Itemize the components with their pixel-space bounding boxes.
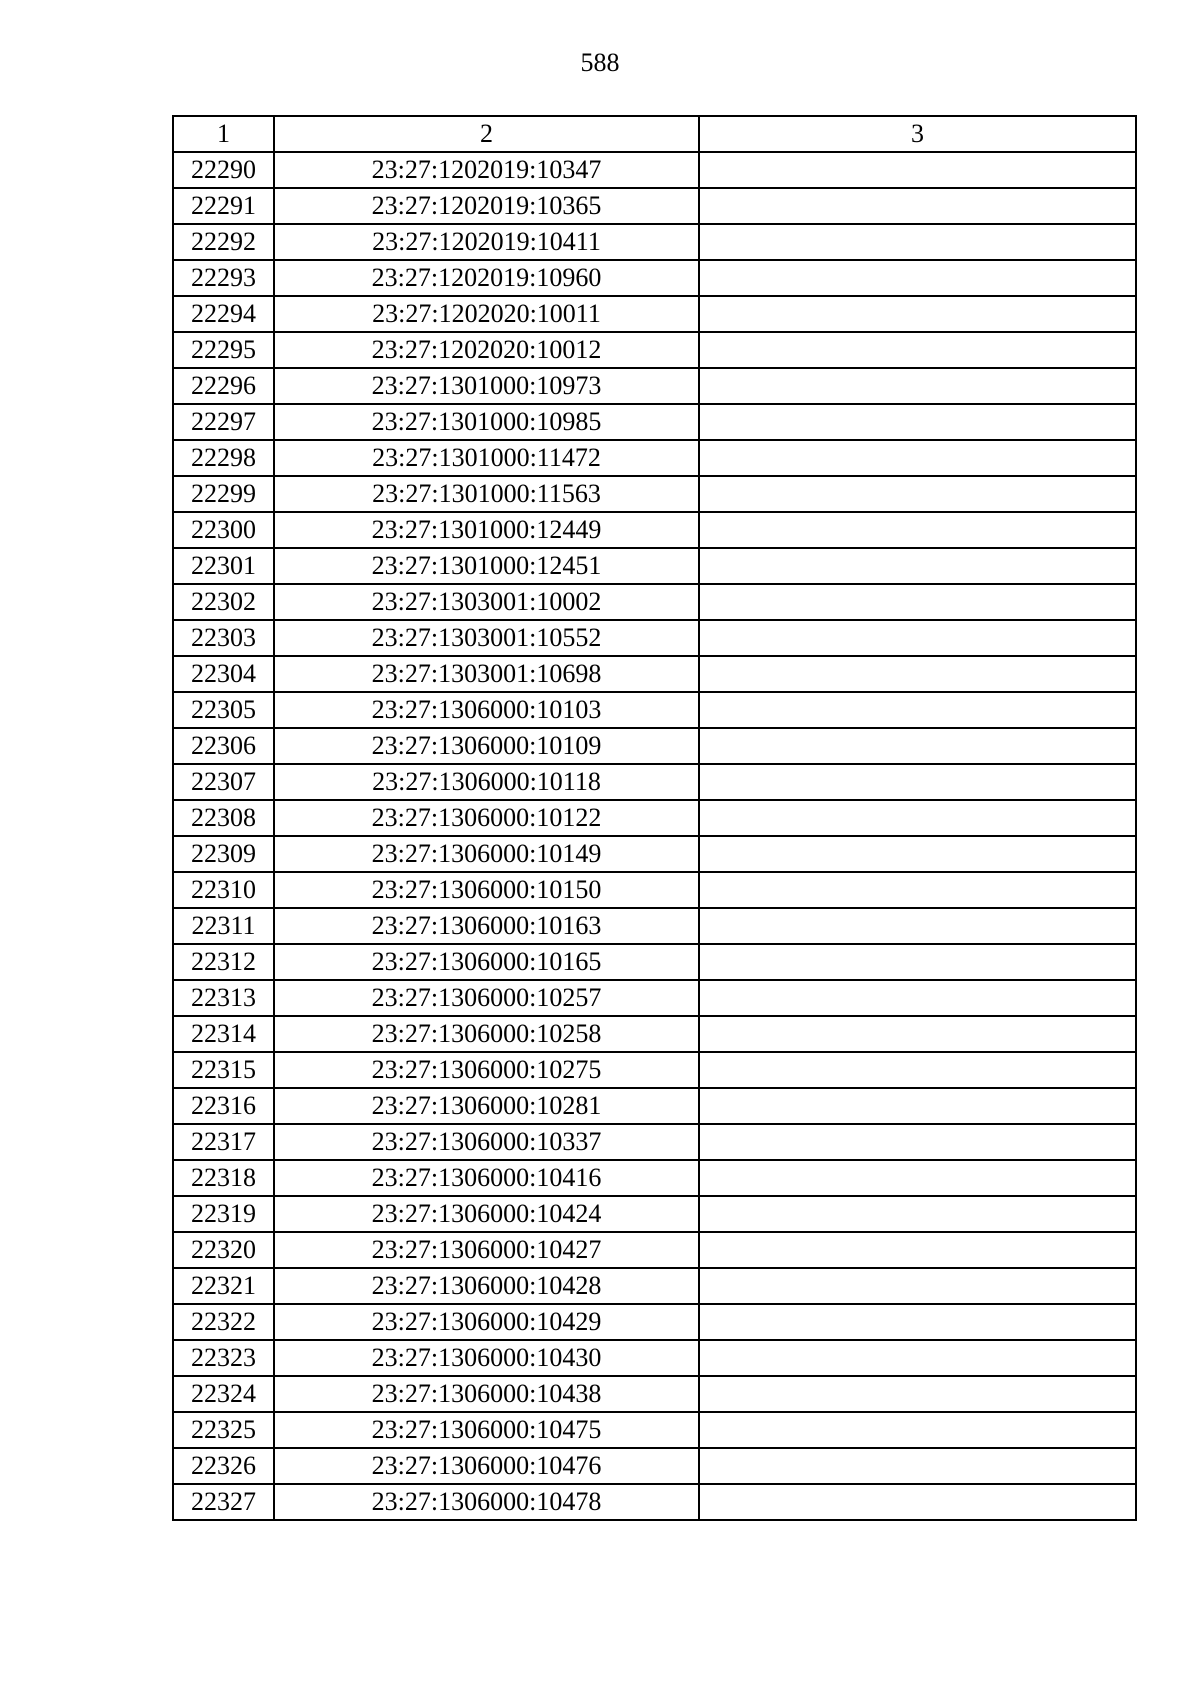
cadastral-number-cell: 23:27:1306000:10475 (274, 1412, 699, 1448)
column-header-1: 1 (173, 116, 274, 152)
table-row (173, 980, 1136, 1016)
table-row (173, 584, 1136, 620)
cadastral-number-cell: 23:27:1303001:10002 (274, 584, 699, 620)
table-row (173, 728, 1136, 764)
page-number: 588 (580, 48, 620, 77)
row-number-cell: 22315 (173, 1052, 274, 1088)
table-row (173, 440, 1136, 476)
column-3-cell (699, 224, 1136, 260)
cadastral-number-cell: 23:27:1301000:12451 (274, 548, 699, 584)
cadastral-number-cell: 23:27:1301000:11563 (274, 476, 699, 512)
row-number-cell: 22305 (173, 692, 274, 728)
table-row (173, 1412, 1136, 1448)
column-3-cell (699, 620, 1136, 656)
column-3-cell (699, 872, 1136, 908)
table-row (173, 1484, 1136, 1520)
cadastral-number-cell: 23:27:1303001:10698 (274, 656, 699, 692)
column-3-cell (699, 1412, 1136, 1448)
cadastral-number-cell: 23:27:1306000:10165 (274, 944, 699, 980)
table-row (173, 1376, 1136, 1412)
table-row (173, 368, 1136, 404)
row-number-cell: 22300 (173, 512, 274, 548)
cadastral-number-cell: 23:27:1306000:10118 (274, 764, 699, 800)
row-number-cell: 22324 (173, 1376, 274, 1412)
row-number-cell: 22321 (173, 1268, 274, 1304)
row-number-cell: 22317 (173, 1124, 274, 1160)
row-number-cell: 22311 (173, 908, 274, 944)
table-row (173, 1232, 1136, 1268)
row-number-cell: 22298 (173, 440, 274, 476)
row-number-cell: 22301 (173, 548, 274, 584)
table-row (173, 512, 1136, 548)
cadastral-number-cell: 23:27:1306000:10122 (274, 800, 699, 836)
table-row (173, 1304, 1136, 1340)
column-3-cell (699, 1376, 1136, 1412)
table-row (173, 260, 1136, 296)
row-number-cell: 22291 (173, 188, 274, 224)
cadastral-number-cell: 23:27:1202020:10011 (274, 296, 699, 332)
cadastral-number-cell: 23:27:1202019:10411 (274, 224, 699, 260)
row-number-cell: 22316 (173, 1088, 274, 1124)
table-row (173, 836, 1136, 872)
cadastral-number-cell: 23:27:1202019:10347 (274, 152, 699, 188)
row-number-cell: 22325 (173, 1412, 274, 1448)
cadastral-number-cell: 23:27:1306000:10478 (274, 1484, 699, 1520)
cadastral-number-cell: 23:27:1306000:10427 (274, 1232, 699, 1268)
row-number-cell: 22313 (173, 980, 274, 1016)
cadastral-number-cell: 23:27:1301000:10973 (274, 368, 699, 404)
row-number-cell: 22292 (173, 224, 274, 260)
cadastral-number-cell: 23:27:1306000:10281 (274, 1088, 699, 1124)
row-number-cell: 22318 (173, 1160, 274, 1196)
row-number-cell: 22323 (173, 1340, 274, 1376)
column-3-cell (699, 692, 1136, 728)
row-number-cell: 22297 (173, 404, 274, 440)
column-3-cell (699, 368, 1136, 404)
row-number-cell: 22310 (173, 872, 274, 908)
column-3-cell (699, 1484, 1136, 1520)
cadastral-number-cell: 23:27:1306000:10109 (274, 728, 699, 764)
table-row (173, 332, 1136, 368)
column-3-cell (699, 476, 1136, 512)
cadastral-number-cell: 23:27:1301000:12449 (274, 512, 699, 548)
cadastral-number-cell: 23:27:1306000:10416 (274, 1160, 699, 1196)
cadastral-number-cell: 23:27:1301000:10985 (274, 404, 699, 440)
column-3-cell (699, 260, 1136, 296)
row-number-cell: 22306 (173, 728, 274, 764)
column-header-3: 3 (699, 116, 1136, 152)
column-3-cell (699, 548, 1136, 584)
column-3-cell (699, 512, 1136, 548)
table-row (173, 1052, 1136, 1088)
column-3-cell (699, 1016, 1136, 1052)
table-row (173, 188, 1136, 224)
row-number-cell: 22294 (173, 296, 274, 332)
cadastral-number-cell: 23:27:1306000:10163 (274, 908, 699, 944)
cadastral-number-cell: 23:27:1306000:10275 (274, 1052, 699, 1088)
cadastral-number-cell: 23:27:1306000:10476 (274, 1448, 699, 1484)
table-row (173, 908, 1136, 944)
column-3-cell (699, 152, 1136, 188)
cadastral-number-cell: 23:27:1306000:10258 (274, 1016, 699, 1052)
row-number-cell: 22307 (173, 764, 274, 800)
column-3-cell (699, 188, 1136, 224)
table-row (173, 476, 1136, 512)
cadastral-number-cell: 23:27:1306000:10103 (274, 692, 699, 728)
row-number-cell: 22290 (173, 152, 274, 188)
table-row (173, 404, 1136, 440)
table-row (173, 1160, 1136, 1196)
table-row (173, 548, 1136, 584)
column-3-cell (699, 1304, 1136, 1340)
column-3-cell (699, 296, 1136, 332)
column-3-cell (699, 584, 1136, 620)
column-3-cell (699, 1196, 1136, 1232)
column-3-cell (699, 1124, 1136, 1160)
row-number-cell: 22320 (173, 1232, 274, 1268)
row-number-cell: 22293 (173, 260, 274, 296)
row-number-cell: 22312 (173, 944, 274, 980)
table-row (173, 152, 1136, 188)
column-3-cell (699, 728, 1136, 764)
column-3-cell (699, 980, 1136, 1016)
column-3-cell (699, 332, 1136, 368)
cadastral-number-cell: 23:27:1306000:10150 (274, 872, 699, 908)
row-number-cell: 22296 (173, 368, 274, 404)
table-header (173, 116, 1136, 152)
data-table (172, 115, 1137, 1521)
column-3-cell (699, 1088, 1136, 1124)
cadastral-number-cell: 23:27:1202020:10012 (274, 332, 699, 368)
row-number-cell: 22299 (173, 476, 274, 512)
cadastral-number-cell: 23:27:1202019:10365 (274, 188, 699, 224)
cadastral-number-cell: 23:27:1306000:10438 (274, 1376, 699, 1412)
row-number-cell: 22326 (173, 1448, 274, 1484)
cadastral-number-cell: 23:27:1303001:10552 (274, 620, 699, 656)
table-row (173, 656, 1136, 692)
row-number-cell: 22303 (173, 620, 274, 656)
table-row (173, 296, 1136, 332)
column-3-cell (699, 836, 1136, 872)
table-row (173, 224, 1136, 260)
cadastral-number-cell: 23:27:1306000:10257 (274, 980, 699, 1016)
table-row (173, 800, 1136, 836)
table-body (173, 152, 1136, 1520)
cadastral-number-cell: 23:27:1306000:10149 (274, 836, 699, 872)
column-3-cell (699, 1160, 1136, 1196)
table-row (173, 872, 1136, 908)
table-row (173, 1268, 1136, 1304)
cadastral-number-cell: 23:27:1306000:10428 (274, 1268, 699, 1304)
column-3-cell (699, 764, 1136, 800)
cadastral-number-cell: 23:27:1306000:10430 (274, 1340, 699, 1376)
cadastral-number-cell: 23:27:1306000:10424 (274, 1196, 699, 1232)
column-3-cell (699, 1232, 1136, 1268)
column-3-cell (699, 656, 1136, 692)
column-3-cell (699, 1052, 1136, 1088)
row-number-cell: 22327 (173, 1484, 274, 1520)
column-3-cell (699, 1448, 1136, 1484)
row-number-cell: 22322 (173, 1304, 274, 1340)
table-row (173, 1196, 1136, 1232)
header-row (173, 116, 1136, 152)
column-3-cell (699, 404, 1136, 440)
cadastral-number-cell: 23:27:1306000:10337 (274, 1124, 699, 1160)
cadastral-number-cell: 23:27:1301000:11472 (274, 440, 699, 476)
table-row (173, 944, 1136, 980)
table-row (173, 1124, 1136, 1160)
table-row (173, 764, 1136, 800)
column-3-cell (699, 440, 1136, 476)
column-header-2: 2 (274, 116, 699, 152)
table-row (173, 692, 1136, 728)
cadastral-number-cell: 23:27:1202019:10960 (274, 260, 699, 296)
row-number-cell: 22308 (173, 800, 274, 836)
column-3-cell (699, 1268, 1136, 1304)
column-3-cell (699, 1340, 1136, 1376)
row-number-cell: 22302 (173, 584, 274, 620)
cadastral-number-cell: 23:27:1306000:10429 (274, 1304, 699, 1340)
table-row (173, 1340, 1136, 1376)
row-number-cell: 22314 (173, 1016, 274, 1052)
table-row (173, 1016, 1136, 1052)
table-row (173, 620, 1136, 656)
table-row (173, 1088, 1136, 1124)
row-number-cell: 22309 (173, 836, 274, 872)
table-row (173, 1448, 1136, 1484)
row-number-cell: 22304 (173, 656, 274, 692)
row-number-cell: 22319 (173, 1196, 274, 1232)
column-3-cell (699, 800, 1136, 836)
row-number-cell: 22295 (173, 332, 274, 368)
column-3-cell (699, 908, 1136, 944)
column-3-cell (699, 944, 1136, 980)
